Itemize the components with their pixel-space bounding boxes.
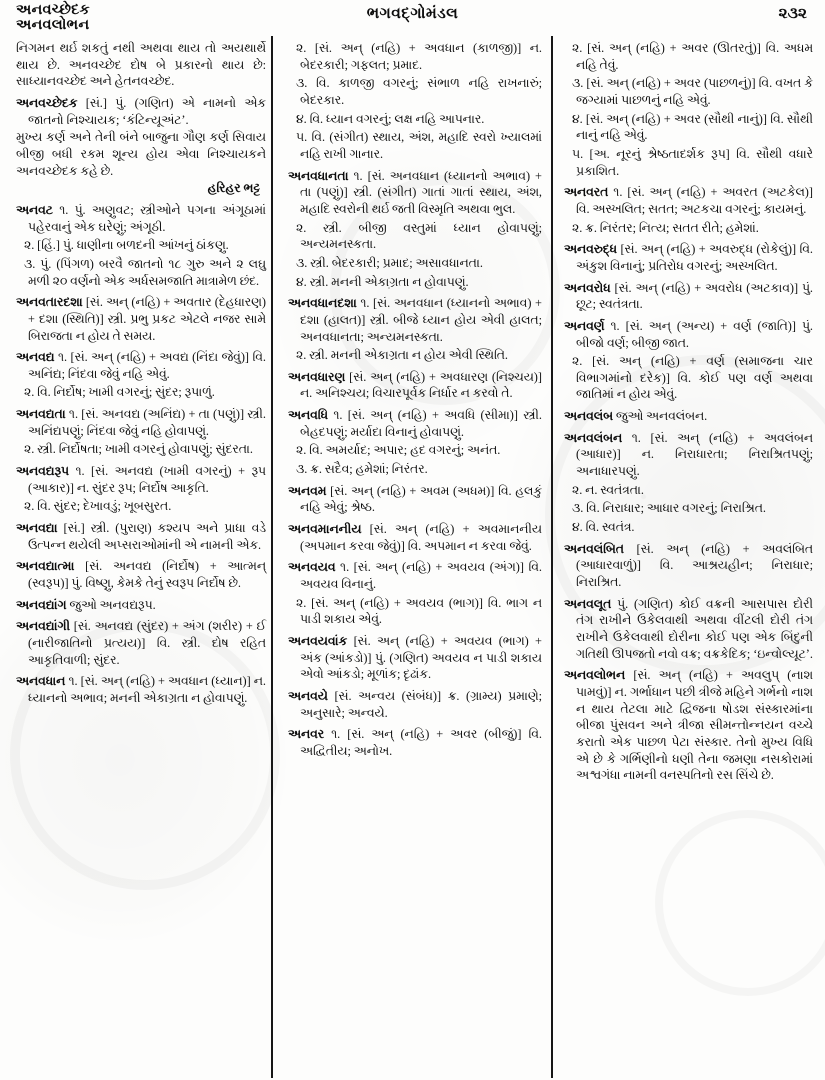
entry-headword: અનવધાનદશા <box>288 296 357 311</box>
entry-sense: ૪. સ્ત્રી. મનની એકાગ્રતા ન હોવાપણું. <box>296 274 469 289</box>
entry-attribution: હરિહર ભટ્ટ <box>207 181 260 196</box>
entry-definition: [સં. અન્ (નહિ) + અવમ (અધમ)] વિ. હલકું નહિ એવું; શ્રેષ્ઠ. <box>300 483 542 515</box>
dictionary-entry <box>564 184 813 217</box>
dictionary-entry <box>16 202 266 235</box>
entry-sense: ૨. [સં. અન્ (નહિ) + અવર (ઊતરતું)] વિ. અધમ નહિ તેવું. <box>572 41 813 72</box>
entry-definition: ૧. [સં. અનવદ્ય (અનિંદ્ય) + તા (પણું)] સ્ત્રી. અનિંદ્યપણું; નિંદવા જેવું નહિ હોવાપણું. <box>28 407 266 438</box>
entry-headword: અનવચ્છેદક <box>16 95 78 110</box>
entry-headword: અનવરોધ <box>564 280 611 295</box>
entry-definition: ૧. [સં. અન્ (નહિ) + અવર (બીજું)] વિ. અદ્વિતીય; અનોખ. <box>300 727 542 758</box>
dictionary-entry <box>288 521 542 554</box>
entry-sense: ૨. વિ. નિર્દોષ; ખામી વગરનું; સુંદર; રૂપાળું. <box>24 385 215 400</box>
entry-sense: ૩. વિ. કાળજી વગરનું; સંભાળ નહિ રાખનારું; બેદરકાર. <box>296 76 542 107</box>
entry-definition: ૧. [સં. અન્ (નહિ) + અવધાન (ધ્યાન)] ન. ધ્યાનનો અભાવ; મનની એકાગ્રતા ન હોવાપણું. <box>28 674 266 705</box>
entry-headword: અનવયે <box>288 688 328 703</box>
entry-sense: ૩. પું. (પિંગળ) બરવૈ જાતનો ૧૮ ગુરુ અને ૨ લઘુ મળી ૨૦ વર્ણનો એક અર્ધસમજાતિ માત્રામેળ છંદ. <box>24 256 266 288</box>
entry-continuation: નિગમન થર્ઇ શકતું નથી અથવા થાય તો અયથાર્થે થાય છે. અનવચ્છેદ દોષ બે પ્રકારનો થાય છે: સાધ્યાનવચ્છેદ અને હેતનવચ્છેદ. <box>16 41 266 89</box>
page-title: ભગવદ્ગોમંડલ <box>366 5 459 22</box>
entry-headword: અનવલંબિત <box>564 541 624 556</box>
entry-headword: અનવરુદ્ધ <box>564 242 618 257</box>
entry-definition: [સં.] પું. (ગણિત) એ નામનો એક જાતનો નિશ્ચાયક; ‘કંટિન્યૂઅંટ’. <box>28 95 266 127</box>
entry-definition: ૧. [સં. અનવધાન (ધ્યાનનો અભાવ) + તા (પણું)] સ્ત્રી. (સંગીત) ગાતાં ગાતાં સ્થાય, અંશ, મહાદિ સ્વરોની થર્ઇ જતી વિસ્મૃતિ અથવા ભુલ. <box>300 168 542 216</box>
dictionary-entry <box>288 483 542 516</box>
column-2 <box>276 40 552 1078</box>
entry-headword: અનવદ્યતા <box>16 407 66 422</box>
entry-definition: ૧. [સં. અન્ (નહિ) + અવલંબન (આધાર)] ન. નિરાધારતા; નિરાશ્રિતપણું; અનાધારપણું. <box>576 430 813 479</box>
dictionary-entry <box>564 241 813 274</box>
entry-definition: [સં. અન્ (નહિ) + અવમાનનીય (અપમાન કરવા જેવું)] વિ. અપમાન ન કરવા જેવું. <box>300 522 542 553</box>
column-1 <box>8 40 276 1078</box>
entry-sense: ૨. વિ. સુંદર; દેખાવડું; ખૂબસુરત. <box>24 499 172 514</box>
entry-definition: ૧. [સં. અનવધાન (ધ્યાનનો અભાવ) + દશા (હાલત)] સ્ત્રી. બીજે ધ્યાન હોય એવી હાલત; અનવધાનતા; અન્યમનસ્કતા. <box>300 296 542 344</box>
entry-sense: ૩. [સં. અન્ (નહિ) + અવર (પાછળનું)] વિ. વખત કે જગ્યામાં પાછળનું નહિ એવું. <box>572 76 813 107</box>
entry-definition: [સં. અન્ (નહિ) + અવયવ (ભાગ) + અંક (આંકડો)] પું. (ગણિત) અવયવ ન પાડી શકાય એવો આંકડો; મૂળાંક; દૃઢાંક. <box>300 634 542 682</box>
entry-headword: અનવલંબન <box>564 430 623 445</box>
entry-headword: અનવર્ણ <box>564 318 605 333</box>
entry-definition: ૧. [સં. અન્ (નહિ) + અવરત (અટકેલ)] વિ. અસ્ખલિત; સતત; અટકચા વગરનું; કાયમનું. <box>576 185 813 216</box>
entry-headword: અનવદ્ય <box>16 350 55 365</box>
dictionary-entry <box>564 430 813 480</box>
entry-definition: [સં. અન્વય (સંબંધ)] ક્ર. (ગ્રામ્ય) પ્રમાણે; અનુસારે; અન્વયે. <box>300 688 542 720</box>
entry-definition: જુઓ અનવદ્યરૂપ. <box>66 597 156 612</box>
entry-headword: અનવમાનનીય <box>288 522 362 537</box>
entry-sense: ૨. સ્ત્રી. નિર્દોષતા; ખામી વગરનું હોવાપણું; સુંદરતા. <box>24 442 253 457</box>
entry-sense: ૪. વિ. ધ્યાન વગરનું; લક્ષ નહિ આપનાર. <box>296 111 485 126</box>
entry-sense: ૨. [હિં.] પું. ધાણીના બળદની આંખનું ઠાંકણુ. <box>24 238 229 253</box>
dictionary-entry <box>288 295 542 345</box>
entry-sense: ૨. ન. સ્વતંત્રતા. <box>572 482 644 497</box>
entry-headword: અનવયવાંક <box>288 634 348 648</box>
entry-headword: અનવદ્યાત્મા <box>16 559 75 574</box>
dictionary-entry <box>16 463 266 496</box>
entry-definition: [સં. અન્ (નહિ) + અવરુદ્ધ (રોકેલું)] વિ. અંકુશ વિનાનું; પ્રતિરોધ વગરનું; અસ્ખલિત. <box>576 242 813 273</box>
entry-sense: ૨. [સં. અન્ (નહિ) + અવયવ (ભાગ)] વિ. ભાગ ન પાડી શકાય એવું. <box>296 595 542 627</box>
entry-headword: અનવલૂત <box>564 596 612 611</box>
entry-sense: ૪. વિ. સ્વતંત્ર. <box>572 520 635 535</box>
entry-headword: અનવધિ <box>288 408 328 423</box>
entry-sense: ૨. [સં. અન્ (નહિ) + વર્ણ (સમાજના ચાર વિભાગમાંનો દરેક)] વિ. કોઈ પણ વર્ણ અથવા જાતિમાં ન હોય એવું. <box>572 354 813 402</box>
entry-sense: ૨. સ્ત્રી. મનની એકાગ્રતા ન હોય એવી સ્થિતિ. <box>296 348 508 363</box>
entry-definition: ૧. પું. અણુવટ; સ્ત્રીઓને પગના અંગૂઠામાં પહેરવાનું એક ઘરેણું; અંગૂઠી. <box>28 202 266 234</box>
entry-headword: અનવલંબ <box>564 409 613 424</box>
entry-sense: ૫. વિ. (સંગીત) સ્થાય, અંશ, મહાદિ સ્વરો ખ્યાલમાં નહિ રાખી ગાનાર. <box>296 130 542 161</box>
dictionary-entry <box>16 406 266 439</box>
entry-continuation: મુખ્ય કર્ણ અને તેની બંને બાજુના ગૌણ કર્ણ સિવાય બીજી બધી રકમ શૂન્ય હોય એવા નિશ્ચાયકને અનવચ્છેદક કહે છે. <box>16 130 266 178</box>
entry-headword: અનવધારણ <box>288 369 346 384</box>
dictionary-entry <box>288 407 542 440</box>
guide-word-start: અનવચ્છેદક <box>16 2 90 18</box>
entry-definition: ૧. [સં. અન્ (અન્ય) + વર્ણ (જાતિ)] પું. બીજો વર્ણ; બીજી જાત. <box>576 318 813 350</box>
dictionary-entry <box>564 280 813 313</box>
guide-word-end: અનવલોભન <box>16 17 90 34</box>
dictionary-entry <box>564 667 813 784</box>
entry-headword: અનવધાન <box>16 674 66 689</box>
entry-definition: [સં. અન્ (નહિ) + અવલંબિત (આધારવાળું)] વિ. આશ્રયહીન; નિરાધાર; નિરાશ્રિત. <box>576 541 813 590</box>
dictionary-entry <box>288 688 542 721</box>
dictionary-entry <box>16 294 266 344</box>
page-number: ૨૩૨ <box>778 5 807 22</box>
entry-definition: [સં. અન્ (નહિ) + અવધારણ (નિશ્ચય)] ન. અનિશ્ચય; વિચારપૂર્વક નિર્ધાર ન કરવો તે. <box>300 369 542 401</box>
dictionary-entry <box>564 408 813 425</box>
entry-definition: [સં.] સ્ત્રી. (પુરાણ) કશ્યપ અને પ્રાધા વડે ઉત્પન્ન થયેલી અપ્સરાઓમાંની એ નામની એક. <box>28 521 266 552</box>
entry-definition: [સં. અન્ (નહિ) + અવલુપ્ (નાશ પામવું)] ન. ગર્ભાધાન પછી ત્રીજે મહિને ગર્ભનો નાશ ન થાય તેટલા માટે દ્વિજના ષોડશ સંસ્કારમાંના બીજા પુંસવન અને ત્રીજા સીમન્તોન્નયન વચ્ચે કરાતો એક પાછળ પેટા સંસ્કાર. તેનો મુખ્ય વિધિ એ છે કે ગર્ભિણીનો ધણી તેના જમણા નસકોરામાં અશ્વગંધા નામની વનસ્પતિનો રસ સિંચે છે. <box>576 668 813 783</box>
entry-headword: અનવધાનતા <box>288 168 349 183</box>
entry-sense: ૩. ક્ર. સદૈવ; હમેશાં; નિરંતર. <box>296 462 428 477</box>
dictionary-entry <box>564 318 813 351</box>
entry-headword: અનવદ્યા <box>16 521 58 536</box>
entry-headword: અનવરત <box>564 185 609 200</box>
entry-headword: અનવદ્યાંગ <box>16 597 67 612</box>
dictionary-entry <box>288 168 542 218</box>
entry-sense: ૪. [સં. અન્ (નહિ) + અવર (સૌથી નાનું)] વિ. સૌથી નાનું નહિ એવું. <box>572 111 813 143</box>
entry-definition: [સં. અન્ (નહિ) + અવરોધ (અટકાવ)] પું. છૂટ; સ્વતંત્રતા. <box>576 280 813 312</box>
column-3 <box>552 40 817 1078</box>
dictionary-entry <box>16 349 266 382</box>
dictionary-entry <box>16 520 266 553</box>
entry-headword: અનવદ્યાંગી <box>16 619 71 634</box>
entry-definition: [સં. અનવદ્ય (નિર્દોષ) + આત્મન્ (સ્વરૂપ)] પું. વિષ્ણુ, કેમકે તેનું સ્વરૂપ નિર્દોષ છે. <box>28 559 266 591</box>
dictionary-entry <box>16 597 266 614</box>
entry-sense: ૫. [અ. નૂરનું શ્રેષ્ઠતાદર્શક રૂપ] વિ. સૌથી વધારે પ્રકાશિત. <box>572 146 813 178</box>
entry-definition: [સં. અનવદ્ય (સુંદર) + અંગ (શરીર) + ઈ (નારીજાતિનો પ્રત્યય)] વિ. સ્ત્રી. દોષ રહિત આકૃતિવાળી; સુંદર. <box>28 619 266 667</box>
entry-definition: [સં. અન્ (નહિ) + અવતાર (દેહધારણ) + દશા (સ્થિતિ)] સ્ત્રી. પ્રભુ પ્રકટ એટલે નજર સામે બિરાજતા ન હોય તે સમય. <box>28 295 266 343</box>
text-columns <box>0 40 825 1078</box>
dictionary-entry <box>564 596 813 663</box>
entry-headword: અનવદ્યરૂપ <box>16 464 70 479</box>
dictionary-entry <box>288 726 542 759</box>
entry-sense: ૨. વિ. અમર્યાદ; અપાર; હદ વગરનું; અનંત. <box>296 443 501 458</box>
entry-sense: ૨. ક્ર. નિરંતર; નિત્ય; સતત રીતે; હમેશાં. <box>572 220 759 235</box>
dictionary-entry <box>16 558 266 591</box>
entry-definition: જુઓ અનવલંબન. <box>612 409 708 424</box>
dictionary-entry <box>564 541 813 591</box>
dictionary-entry <box>16 95 266 128</box>
entry-definition: ૧. [સં. અનવદ્ય (ખામી વગરનું) + રૂપ (આકાર)] ન. સુંદર રૂપ; નિર્દોષ આકૃતિ. <box>28 464 266 495</box>
entry-sense: ૩. સ્ત્રી. બેદરકારી; પ્રમાદ; અસાવધાનતા. <box>296 255 483 270</box>
dictionary-entry <box>16 673 266 706</box>
entry-definition: ૧. [સં. અન્ (નહિ) + અવધિ (સીમા)] સ્ત્રી. બેહદપણું; મર્યાદા વિનાનું હોવાપણું. <box>300 408 542 439</box>
entry-definition: પું. (ગણિત) કોઈ વક્રની આસપાસ દોરી તંગ રાખીને ઉકેલવાથી અથવા વીંટલી દોરી તંગ રાખીને ઉકેલવાથી દોરીના કોઈ પણ એક બિંદુની ગતિથી ઊપજતો નવો વક્ર; વક્રકેદિક; ‘ઇન્વોલ્યૂટ’. <box>576 596 813 661</box>
entry-headword: અનવટ <box>16 202 53 217</box>
entry-definition: ૧. [સં. અન્ (નહિ) + અવયવ (અંગ)] વિ. અવયવ વિનાનું. <box>300 560 542 592</box>
entry-sense: ૨. સ્ત્રી. બીજી વસ્તુમાં ધ્યાન હોવાપણું; અન્યમનસ્કતા. <box>296 220 542 252</box>
entry-definition: ૧. [સં. અન્ (નહિ) + અવદ્ય (નિંદા જેવું)] વિ. અનિંદ્ય; નિંદવા જેવું નહિ એવું. <box>28 350 266 381</box>
entry-headword: અનવયવ <box>288 560 336 575</box>
entry-sense: ૨. [સં. અન્ (નહિ) + અવધાન (કાળજી)] ન. બેદરકારી; ગફલત; પ્રમાદ. <box>296 41 542 72</box>
dictionary-entry <box>288 559 542 592</box>
entry-headword: અનવર <box>288 727 325 742</box>
entry-headword: અનવલોભન <box>564 668 626 683</box>
dictionary-entry <box>288 369 542 402</box>
dictionary-entry <box>288 633 542 683</box>
entry-headword: અનવમ <box>288 483 327 498</box>
entry-sense: ૩. વિ. નિરાધાર; આધાર વગરનું; નિરાશ્રિત. <box>572 501 766 516</box>
column-divider-1 <box>271 36 273 1078</box>
entry-headword: અનવતારદશા <box>16 295 83 310</box>
dictionary-entry <box>16 618 266 668</box>
